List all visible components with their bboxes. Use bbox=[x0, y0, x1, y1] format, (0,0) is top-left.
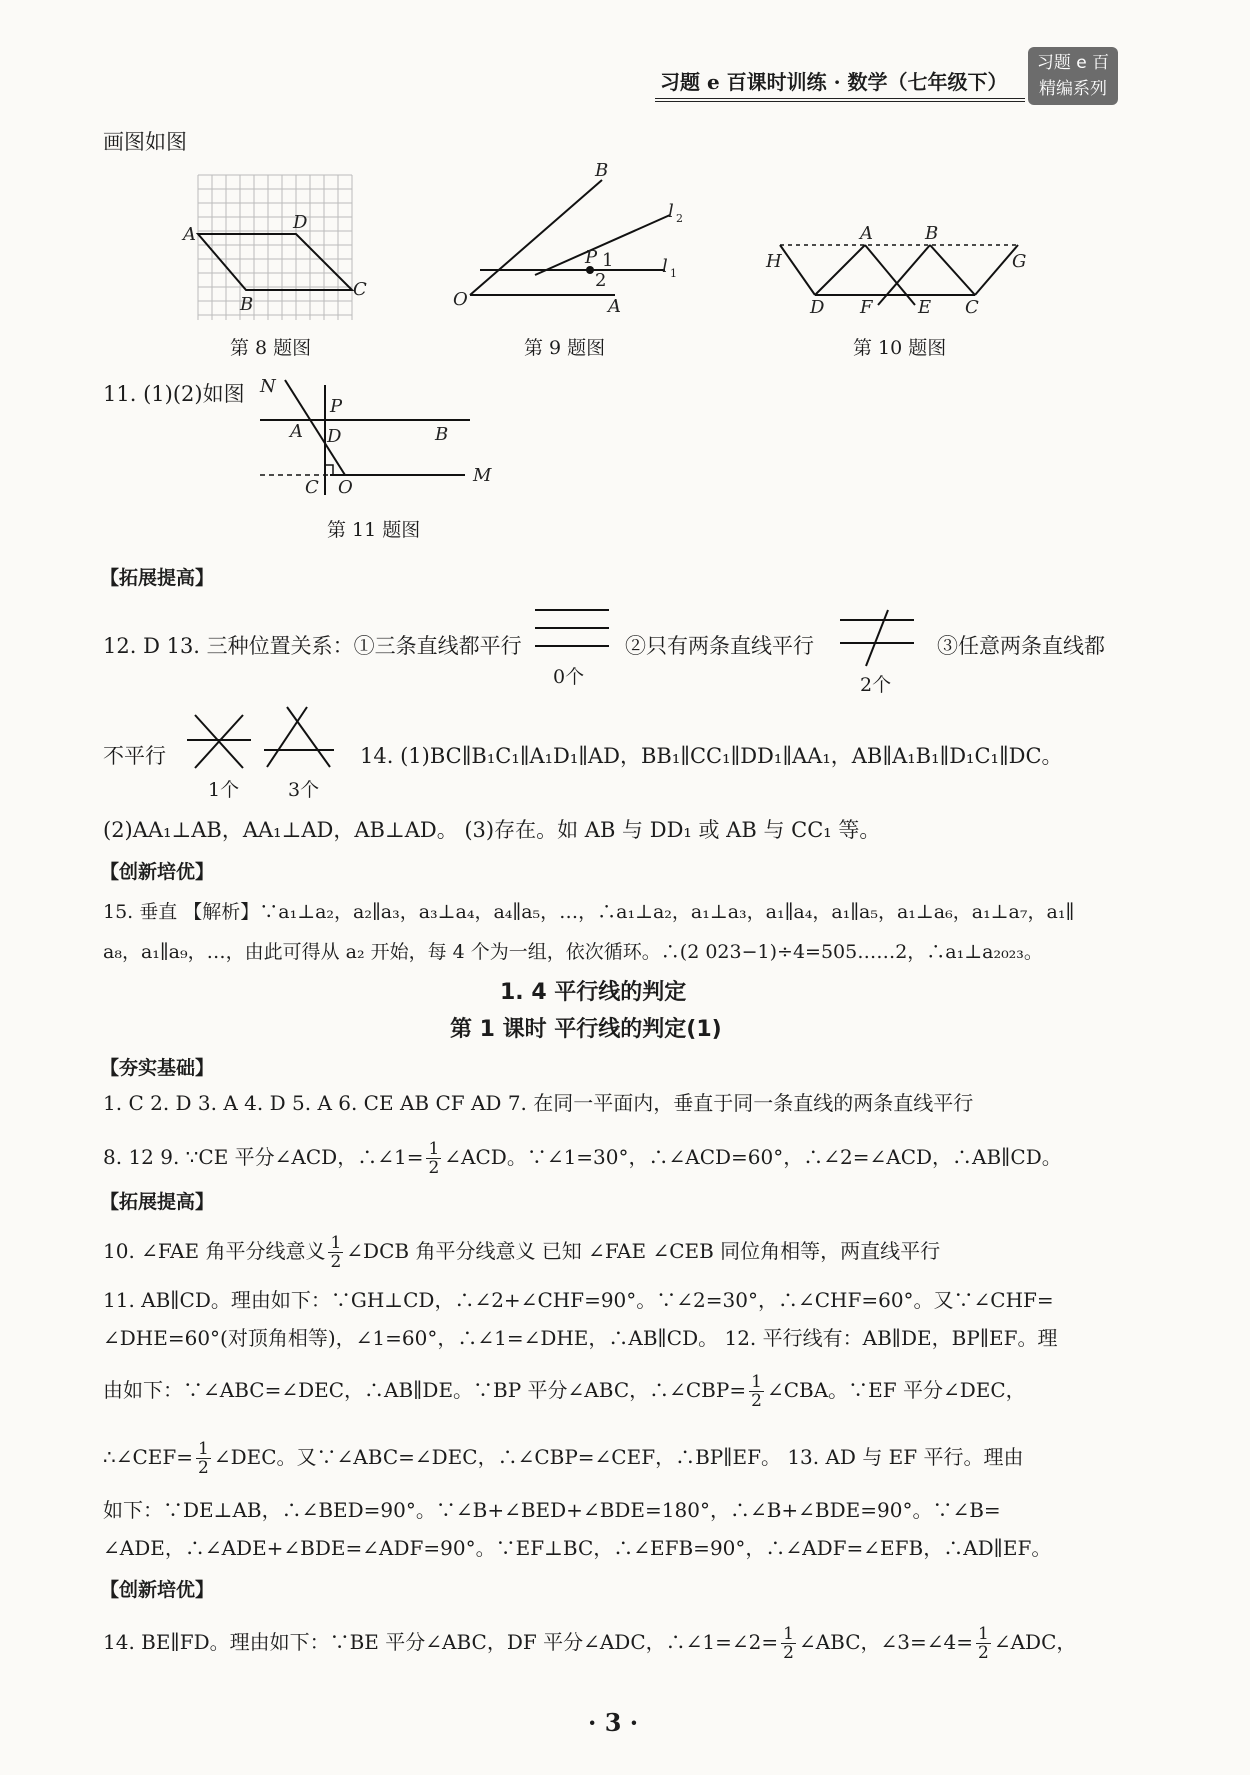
fraction-half bbox=[328, 1234, 343, 1271]
expand-line4 bbox=[103, 1373, 1026, 1410]
count-1: 1个 bbox=[208, 779, 240, 801]
q13-text-d: 不平行 bbox=[103, 744, 166, 768]
expand-line1-a: 10. ∠FAE 角平分线意义 bbox=[103, 1239, 326, 1263]
fraction-den: 2 bbox=[428, 1158, 440, 1178]
expand-line4-a: 由如下：∵∠ABC=∠DEC，∴AB∥DE。∵BP 平分∠ABC，∴∠CBP= bbox=[103, 1378, 747, 1402]
expand-line5 bbox=[103, 1440, 1024, 1477]
page-number: · 3 · bbox=[588, 1708, 639, 1737]
label-H: H bbox=[766, 251, 782, 272]
triangle-lines-icon bbox=[262, 705, 337, 770]
count-0: 0个 bbox=[553, 666, 585, 688]
fraction-half bbox=[781, 1625, 796, 1662]
expand-line4-b: ∠CBA。∵EF 平分∠DEC， bbox=[766, 1378, 1026, 1402]
label-O: O bbox=[338, 477, 353, 498]
label-A: A bbox=[183, 224, 196, 245]
label-P: P bbox=[585, 247, 598, 268]
series-badge bbox=[1028, 47, 1118, 105]
q15-line1: 15. 垂直 【解析】∵a₁⊥a₂，a₂∥a₃，a₃⊥a₄，a₄∥a₅，…，∴a₁⊥a₂，a₁⊥a₃，a₁∥a₄，a₁∥a₅，a₁⊥a₆，a₁⊥a₇，a₁∥ bbox=[103, 901, 1075, 923]
fraction-half bbox=[976, 1625, 991, 1662]
grid bbox=[198, 175, 352, 320]
q14-line1: 14. (1)BC∥B₁C₁∥A₁D₁∥AD，BB₁∥CC₁∥DD₁∥AA₁，AB∥A₁B₁∥D₁C₁∥DC。 bbox=[360, 744, 1063, 768]
fraction-num: 1 bbox=[978, 1624, 989, 1644]
q11-text bbox=[103, 380, 245, 408]
q14b-line bbox=[103, 1625, 1076, 1662]
three-lines-one-point-icon bbox=[185, 710, 255, 770]
label-l1-sub: 1 bbox=[670, 267, 677, 280]
caption-fig8: 第 8 题图 bbox=[230, 337, 312, 359]
caption-fig10: 第 10 题图 bbox=[853, 337, 947, 359]
header-rule-thin bbox=[655, 101, 1025, 102]
label-P: P bbox=[330, 396, 343, 417]
count-2: 2个 bbox=[860, 674, 892, 696]
fraction-den: 2 bbox=[978, 1643, 989, 1663]
label-B: B bbox=[435, 424, 449, 445]
section-innov-1: 【创新培优】 bbox=[100, 861, 215, 883]
fraction-half bbox=[426, 1140, 441, 1177]
label-B: B bbox=[595, 160, 609, 181]
expand-line1 bbox=[103, 1234, 940, 1271]
label-D: D bbox=[810, 297, 825, 318]
label-N: N bbox=[260, 376, 276, 397]
label-l2: l bbox=[668, 201, 674, 222]
q12-13-text-a: 12. D 13. 三种位置关系：①三条直线都平行 bbox=[103, 634, 522, 658]
section-title: 1. 4 平行线的判定 bbox=[500, 980, 687, 1005]
fraction-num: 1 bbox=[330, 1233, 342, 1253]
fraction-half bbox=[749, 1373, 764, 1410]
parallelogram bbox=[198, 234, 352, 290]
label-2: 2 bbox=[595, 270, 607, 291]
expand-line2: 11. AB∥CD。理由如下：∵GH⊥CD，∴∠2+∠CHF=90°。∵∠2=30°，∴∠CHF=60°。又∵∠CHF= bbox=[103, 1288, 1054, 1312]
intro-text: 画图如图 bbox=[103, 130, 187, 154]
label-E: E bbox=[918, 297, 932, 318]
basic-line2 bbox=[103, 1140, 1062, 1177]
fraction-den: 2 bbox=[751, 1391, 762, 1411]
caption-fig11: 第 11 题图 bbox=[327, 519, 421, 541]
badge-line2: 精编系列 bbox=[1039, 79, 1107, 99]
caption-fig9: 第 9 题图 bbox=[524, 337, 606, 359]
label-O: O bbox=[453, 289, 468, 310]
figure-9 bbox=[440, 160, 700, 325]
fraction-half bbox=[196, 1440, 211, 1477]
figure-11 bbox=[255, 375, 495, 500]
expand-line5-b: ∠DEC。又∵∠ABC=∠DEC，∴∠CBP=∠CEF，∴BP∥EF。 13. AD 与 EF 平行。理由 bbox=[213, 1445, 1024, 1469]
basic-line1: 1. C 2. D 3. A 4. D 5. A 6. CE AB CF AD 7. 在同一平面内，垂直于同一条直线的两条直线平行 bbox=[103, 1091, 974, 1115]
section-expand-2: 【拓展提高】 bbox=[100, 1191, 215, 1213]
header-rule bbox=[655, 98, 1025, 99]
label-G: G bbox=[1012, 251, 1027, 272]
label-C: C bbox=[305, 477, 319, 498]
expand-line1-b: ∠DCB 角平分线意义 已知 ∠FAE ∠CEB 同位角相等，两直线平行 bbox=[346, 1239, 941, 1263]
q14-line2: (2)AA₁⊥AB，AA₁⊥AD，AB⊥AD。 (3)存在。如 AB 与 DD₁ 或 AB 与 CC₁ 等。 bbox=[103, 818, 881, 842]
fraction-num: 1 bbox=[751, 1372, 762, 1392]
expand-line3: ∠DHE=60°(对顶角相等)，∠1=60°，∴∠1=∠DHE，∴AB∥CD。 12. 平行线有：AB∥DE，BP∥EF。理 bbox=[103, 1326, 1058, 1350]
q14b-b: ∠ABC，∠3=∠4= bbox=[798, 1630, 974, 1654]
label-l1: l bbox=[662, 256, 668, 277]
label-F: F bbox=[860, 297, 873, 318]
q15-line2: a₈，a₁∥a₉，…，由此可得从 a₂ 开始，每 4 个为一组，依次循环。∴(2 023−1)÷4=505……2，∴a₁⊥a₂₀₂₃。 bbox=[103, 941, 1043, 963]
label-B: B bbox=[240, 294, 254, 315]
label-C: C bbox=[353, 279, 367, 300]
header-title: 习题 e 百课时训练 · 数学（七年级下） bbox=[660, 70, 1008, 94]
section-innov-2: 【创新培优】 bbox=[100, 1579, 215, 1601]
q13-text-b: ②只有两条直线平行 bbox=[625, 634, 814, 658]
badge-line1: 习题 e 百 bbox=[1036, 53, 1110, 73]
q14b-c: ∠ADC， bbox=[993, 1630, 1077, 1654]
three-parallel-lines-icon bbox=[533, 605, 613, 655]
figure-8 bbox=[180, 170, 370, 340]
expand-line6: 如下：∵DE⊥AB，∴∠BED=90°。∵∠B+∠BED+∠BDE=180°，∴∠B+∠BDE=90°。∵∠B= bbox=[103, 1498, 1001, 1522]
label-A: A bbox=[608, 296, 621, 317]
fraction-num: 1 bbox=[783, 1624, 794, 1644]
fraction-num: 1 bbox=[428, 1139, 440, 1159]
section-expand-1: 【拓展提高】 bbox=[100, 567, 215, 589]
label-D: D bbox=[293, 212, 308, 233]
q14b-a: 14. BE∥FD。理由如下：∵BE 平分∠ABC，DF 平分∠ADC，∴∠1=∠2= bbox=[103, 1630, 779, 1654]
q13-text-c: ③任意两条直线都 bbox=[937, 634, 1105, 658]
count-3: 3个 bbox=[288, 779, 320, 801]
lesson-title: 第 1 课时 平行线的判定(1) bbox=[450, 1017, 722, 1042]
basic-line2-a: 8. 12 9. ∵CE 平分∠ACD，∴∠1= bbox=[103, 1145, 424, 1169]
label-B: B bbox=[925, 225, 939, 244]
expand-line5-a: ∴∠CEF= bbox=[103, 1445, 194, 1469]
basic-line2-b: ∠ACD。∵∠1=30°，∴∠ACD=60°，∴∠2=∠ACD，∴AB∥CD。 bbox=[444, 1145, 1062, 1169]
figure-10 bbox=[760, 225, 1040, 325]
label-1: 1 bbox=[602, 250, 614, 271]
label-A: A bbox=[290, 421, 303, 442]
two-parallel-one-crossing-icon bbox=[838, 608, 918, 668]
fraction-den: 2 bbox=[330, 1252, 342, 1272]
fraction-den: 2 bbox=[783, 1643, 794, 1663]
fraction-den: 2 bbox=[198, 1458, 209, 1478]
label-l2-sub: 2 bbox=[676, 212, 683, 225]
section-basic: 【夯实基础】 bbox=[100, 1057, 215, 1079]
fraction-num: 1 bbox=[198, 1439, 209, 1459]
label-M: M bbox=[473, 465, 492, 486]
q11-label: 11. (1)(2)如图 bbox=[103, 382, 245, 406]
label-C: C bbox=[965, 297, 979, 318]
expand-line7: ∠ADE，∴∠ADE+∠BDE=∠ADF=90°。∵EF⊥BC，∴∠EFB=90°，∴∠ADF=∠EFB，∴AD∥EF。 bbox=[103, 1536, 1052, 1560]
label-A: A bbox=[860, 225, 873, 244]
label-D: D bbox=[327, 426, 342, 447]
